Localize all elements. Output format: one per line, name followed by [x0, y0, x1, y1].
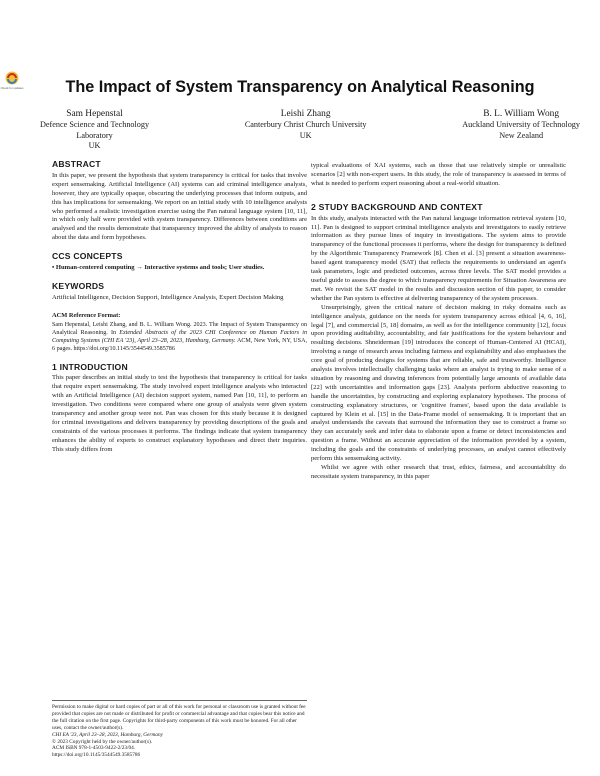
author-country: UK [88, 141, 101, 151]
introduction-section [52, 363, 307, 455]
author-name: Leishi Zhang [280, 109, 331, 119]
introduction-heading: 1 INTRODUCTION [52, 361, 128, 372]
abstract-text: In this paper, we present the hypothesis that system transparency is critical for tasks that involve expert sensemaking. Artificial Intelligence (AI) systems can aid criminal intelligence analysts, however, they are typically opaque, obscuring the underlying processes that inform outputs, and this has implications for sensemaking. We report on an initial study with 10 intelligence analysts who performed a realistic investigation exercise using the Pan natural language system [10, 11], in which only half were provided with system transparency. Differences between conditions are analysed and the results demonstrate that transparency improved the ability of analysts to reason about the data and form hypotheses. [52, 171, 307, 242]
ccs-section [52, 252, 307, 273]
keywords-section [52, 282, 307, 303]
reference-format-heading: ACM Reference Format: [52, 311, 121, 319]
author-affiliation: Defence Science and Technology [40, 120, 150, 129]
footnote-doi[interactable]: https://doi.org/10.1145/3544549.3585786 [52, 752, 141, 759]
abstract-heading: ABSTRACT [52, 159, 101, 169]
introduction-continued [311, 162, 566, 189]
right-column [311, 162, 566, 491]
introduction-text: This paper describes an initial study to test the hypothesis that transparency is critical for tasks that require expert sensemaking. The study involved expert intelligence analysts who interacted with an Artificial Intelligence (AI) decision support system, named Pan [10, 11], to perform an investigation. Two conditions were compared where one group of analysts were given system transparency and another group were not. Pan was chosen for this study because it is designed for criminal investigations and delivers transparency by providing descriptions of the goals and constraints of the various processes it performs. The findings indicate that system transparency enhances the ability of experts to construct explanatory hypotheses and direct their inquiries. This study differs from [52, 374, 307, 453]
author-3 [462, 108, 580, 152]
keywords-text: Artificial Intelligence, Decision Support, Intelligence Analysis, Expert Decision Making [52, 293, 284, 301]
ccs-heading: CCS CONCEPTS [52, 251, 123, 262]
paper-title: The Impact of System Transparency on Analytical Reasoning [65, 78, 535, 96]
author-country: New Zealand [499, 130, 544, 140]
author-name: Sam Hepenstal [66, 109, 123, 119]
left-column [52, 160, 307, 464]
ref-end[interactable]: ACM, New York, NY, USA, 6 pages. https://doi.org/10.1145/3544549.3585786 [52, 338, 307, 353]
author-1 [40, 108, 149, 152]
author-affiliation: Auckland University of Technology [462, 120, 580, 129]
author-country: UK [299, 130, 312, 140]
introduction-continued-text: typical evaluations of XAI systems, such as those that use relatively simple or unrealistic scenarios [2] with non-expert users. In this study, the role of transparency is assessed in terms of what is needed to perform expert reasoning about a real-world situation. [311, 162, 566, 187]
author-2 [245, 108, 367, 152]
author-affiliation-line2: Laboratory [76, 130, 113, 140]
footnote-permission: Permission to make digital or hard copies of part or all of this work for personal or classroom use is granted without fee provided that copies are not made or distributed for profit or commercial advantage and that copies bear this notice and the full citation on the first page. Copyrights for third-party components of this work must be honored. For all other uses, contact the owner/author(s). [52, 704, 306, 731]
keywords-heading: KEYWORDS [52, 280, 105, 291]
author-name: B. L. William Wong [483, 109, 560, 119]
background-paragraph-2: Unsurprisingly, given the critical nature of decision making in risky domains such as intelligence analysis, guidance on the needs for system transparency across ethical [4, 6, 16], legal [7], and commercial [5, 18] domains, as well as for the intelligence community [12], focus upon providing auditability, accountability, and fair justifications for the system behaviour and resulting decisions. Shneiderman [19] introduces the concept of Human-Centered AI (HCAI), involving a range of research areas including fairness and explainability and also emphasises the core goal of producing designs for systems that are reliable, safe and trustworthy. Intelligence analysis involves intellectually challenging tasks where an analyst is trying to make sense of a situation by reasoning and drawing inferences from potentially large amounts of available data [22] with uncertainties and information gaps [23]. Analysts perform abductive reasoning to handle the uncertainties, by constructing and exploring explanatory hypotheses. The process of constructing explanatory structures, or 'cognitive frames', based upon the data available is captured by Klein et al. [15] in the Data-Frame model of sensemaking. It is important that an analyst understands the caveats that surround the information they use to construct a frame so they can accurately seek and infer data to elaborate upon a frame or detect inconsistencies and question a frame. Without an accurate appreciation of the information provided by a system, including the goals and the constraints of underlying processes, an analyst cannot effectively perform this sensemaking activity. [311, 303, 566, 463]
ref-italic: Extended Abstracts of the 2023 CHI Conference on Human Factors in Computing Systems (CHI EA '23), April 23–28, 2023, Hamburg, Germany. [52, 329, 307, 345]
reference-format-text [52, 321, 307, 354]
reference-format-section [52, 312, 307, 354]
abstract-section [52, 160, 307, 243]
background-section [311, 203, 566, 482]
permission-footnote [52, 700, 307, 759]
author-block [40, 108, 580, 152]
footnote-isbn: ACM ISBN 978-1-4503-9422-2/23/04. [52, 745, 136, 752]
ccs-text: • Human-centered computing → Interactive systems and tools; User studies. [52, 264, 265, 272]
footnote-venue: CHI EA '23, April 23–28, 2023, Hamburg, Germany [52, 731, 163, 738]
footnote-copyright: © 2023 Copyright held by the owner/author(s). [52, 738, 153, 745]
logo-text: Check for updates [0, 86, 24, 90]
author-affiliation: Canterbury Christ Church University [244, 120, 367, 129]
background-paragraph-3: Whilst we agree with other research that trust, ethics, fairness, and accountability do necessitate system transparency, in this paper [311, 464, 566, 480]
background-heading: 2 STUDY BACKGROUND AND CONTEXT [311, 201, 483, 212]
background-paragraph-1: In this study, analysts interacted with the Pan natural language information retrieval system [10, 11]. Pan is designed to support criminal intelligence analysts and investigators to easily retrieve information as they pursue lines of inquiry in investigations. The system aims to provide transparency of the functional processes it performs, where the design for transparency is defined by the Algorithmic Transparency Framework [8]. Chen et al. [3] present a situation awareness-based agent transparency model (SAT) that reflects the requirements to understand an agent's task parameters, logic and predicted outcomes, across three levels. The SAT model provides a useful guide to assess the degree to which transparency requirements for Situation Awareness are met. We revisit the SAT model in the results and discussion section of this paper, to consider whether the Pan system is effective at delivering transparency of the system processes. [311, 214, 566, 302]
ref-plain: Sam Hepenstal, Leishi Zhang, and B. L. William Wong. 2023. The Impact of System Transparency on Analytical Reasoning. In [52, 321, 307, 336]
